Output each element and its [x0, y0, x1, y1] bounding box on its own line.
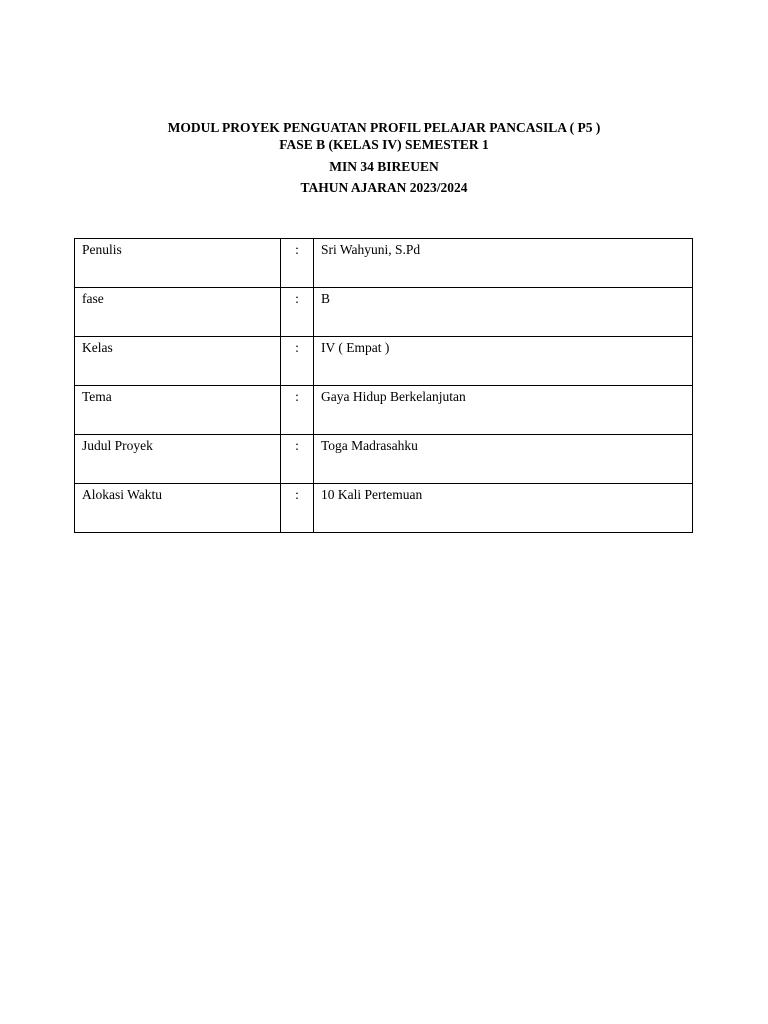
row-label: Kelas — [75, 337, 281, 386]
table-row-class — [75, 337, 693, 386]
row-label: Judul Proyek — [75, 435, 281, 484]
row-value: 10 Kali Pertemuan — [314, 484, 693, 533]
row-separator: : — [281, 435, 314, 484]
document-title — [0, 119, 768, 196]
row-separator: : — [281, 337, 314, 386]
table-row-theme — [75, 386, 693, 435]
row-label: Penulis — [75, 239, 281, 288]
row-separator: : — [281, 288, 314, 337]
row-separator: : — [281, 386, 314, 435]
title-line-module: MODUL PROYEK PENGUATAN PROFIL PELAJAR PANCASILA ( P5 ) — [167, 120, 601, 135]
table-row-time-allocation — [75, 484, 693, 533]
table-row-project-title — [75, 435, 693, 484]
row-value: Sri Wahyuni, S.Pd — [314, 239, 693, 288]
module-info-table — [74, 238, 693, 533]
row-separator: : — [281, 484, 314, 533]
row-separator: : — [281, 239, 314, 288]
table-row-author — [75, 239, 693, 288]
title-line-academic-year: TAHUN AJARAN 2023/2024 — [300, 180, 468, 195]
title-line-phase: FASE B (KELAS IV) SEMESTER 1 — [279, 137, 489, 152]
row-value: IV ( Empat ) — [314, 337, 693, 386]
row-label: Alokasi Waktu — [75, 484, 281, 533]
row-value: B — [314, 288, 693, 337]
table-row-phase — [75, 288, 693, 337]
row-value: Gaya Hidup Berkelanjutan — [314, 386, 693, 435]
row-value: Toga Madrasahku — [314, 435, 693, 484]
row-label: Tema — [75, 386, 281, 435]
row-label: fase — [75, 288, 281, 337]
title-line-school: MIN 34 BIREUEN — [329, 159, 439, 174]
